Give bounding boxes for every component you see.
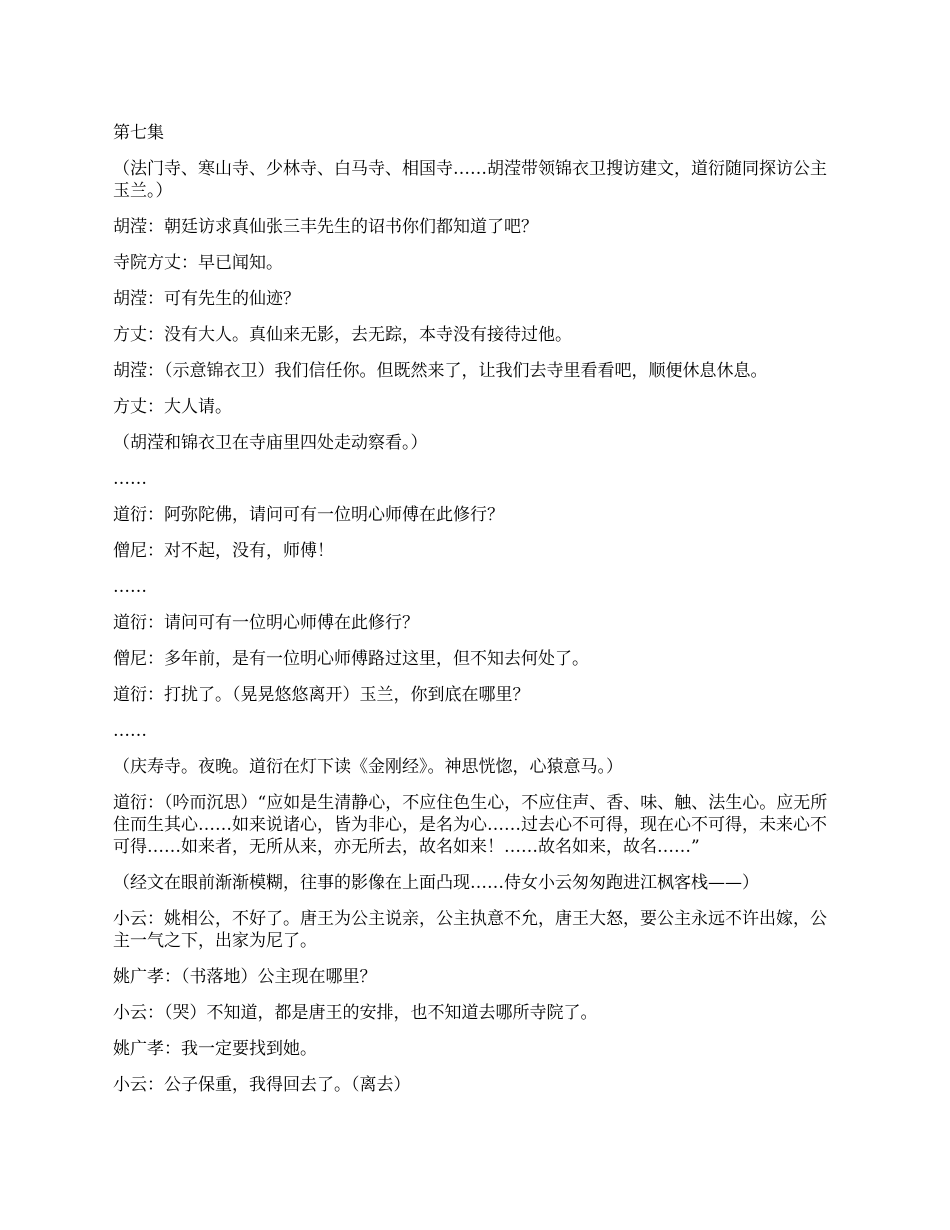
dialogue-line: 道衍：（吟而沉思）“应如是生清静心，不应住色生心，不应住声、香、味、触、法生心。应无所住而生其心……如来说诸心，皆为非心，是名为心……过去心不可得，现在心不可得，未来心不可得……如来者，无所从来，亦无所去，故名如来！……故名如来，故名……”	[113, 793, 828, 857]
dialogue-line: 胡滢：（示意锦衣卫）我们信任你。但既然来了，让我们去寺里看看吧，顺便休息休息。	[113, 361, 768, 381]
dialogue-line: 小云：（哭）不知道，都是唐王的安排，也不知道去哪所寺院了。	[113, 1003, 598, 1023]
stage-direction: （胡滢和锦衣卫在寺庙里四处走动察看。）	[113, 433, 428, 453]
document-page	[113, 122, 839, 1110]
dialogue-line: 胡滢：朝廷访求真仙张三丰先生的诏书你们都知道了吧？	[113, 217, 538, 237]
dialogue-line: 僧尼：多年前，是有一位明心师傅路过这里，但不知去何处了。	[113, 649, 589, 669]
ellipsis-break: ……	[113, 469, 147, 489]
stage-direction: （法门寺、寒山寺、少林寺、白马寺、相国寺……胡滢带领锦衣卫搜访建文，道衍随同探访公主玉兰。）	[113, 159, 827, 201]
dialogue-line: 寺院方丈：早已闻知。	[113, 253, 283, 273]
ellipsis-break: ……	[113, 577, 147, 597]
dialogue-line: 姚广孝：（书落地）公主现在哪里？	[113, 967, 377, 987]
dialogue-line: 道衍：打扰了。（晃晃悠悠离开）玉兰，你到底在哪里？	[113, 685, 530, 705]
stage-direction: （经文在眼前渐渐模糊，往事的影像在上面凸现……侍女小云匆匆跑进江枫客栈——）	[113, 873, 759, 893]
dialogue-line: 姚广孝：我一定要找到她。	[113, 1039, 317, 1059]
ellipsis-break: ……	[113, 721, 147, 741]
dialogue-line: 道衍：请问可有一位明心师傅在此修行？	[113, 613, 419, 633]
dialogue-line: 小云：姚相公，不好了。唐王为公主说亲，公主执意不允，唐王大怒，要公主永远不许出嫁，公主一气之下，出家为尼了。	[113, 909, 827, 951]
dialogue-line: 方丈：大人请。	[113, 397, 232, 417]
stage-direction: （庆寿寺。夜晚。道衍在灯下读《金刚经》。神思恍惚，心猿意马。）	[113, 757, 623, 777]
dialogue-line: 方丈：没有大人。真仙来无影，去无踪，本寺没有接待过他。	[113, 325, 572, 345]
dialogue-line: 道衍：阿弥陀佛，请问可有一位明心师傅在此修行？	[113, 505, 504, 525]
episode-title: 第七集	[113, 123, 164, 143]
dialogue-line: 僧尼：对不起，没有，师傅！	[113, 541, 334, 561]
dialogue-line: 胡滢：可有先生的仙迹？	[113, 289, 300, 309]
dialogue-line: 小云：公子保重，我得回去了。（离去）	[113, 1075, 411, 1095]
